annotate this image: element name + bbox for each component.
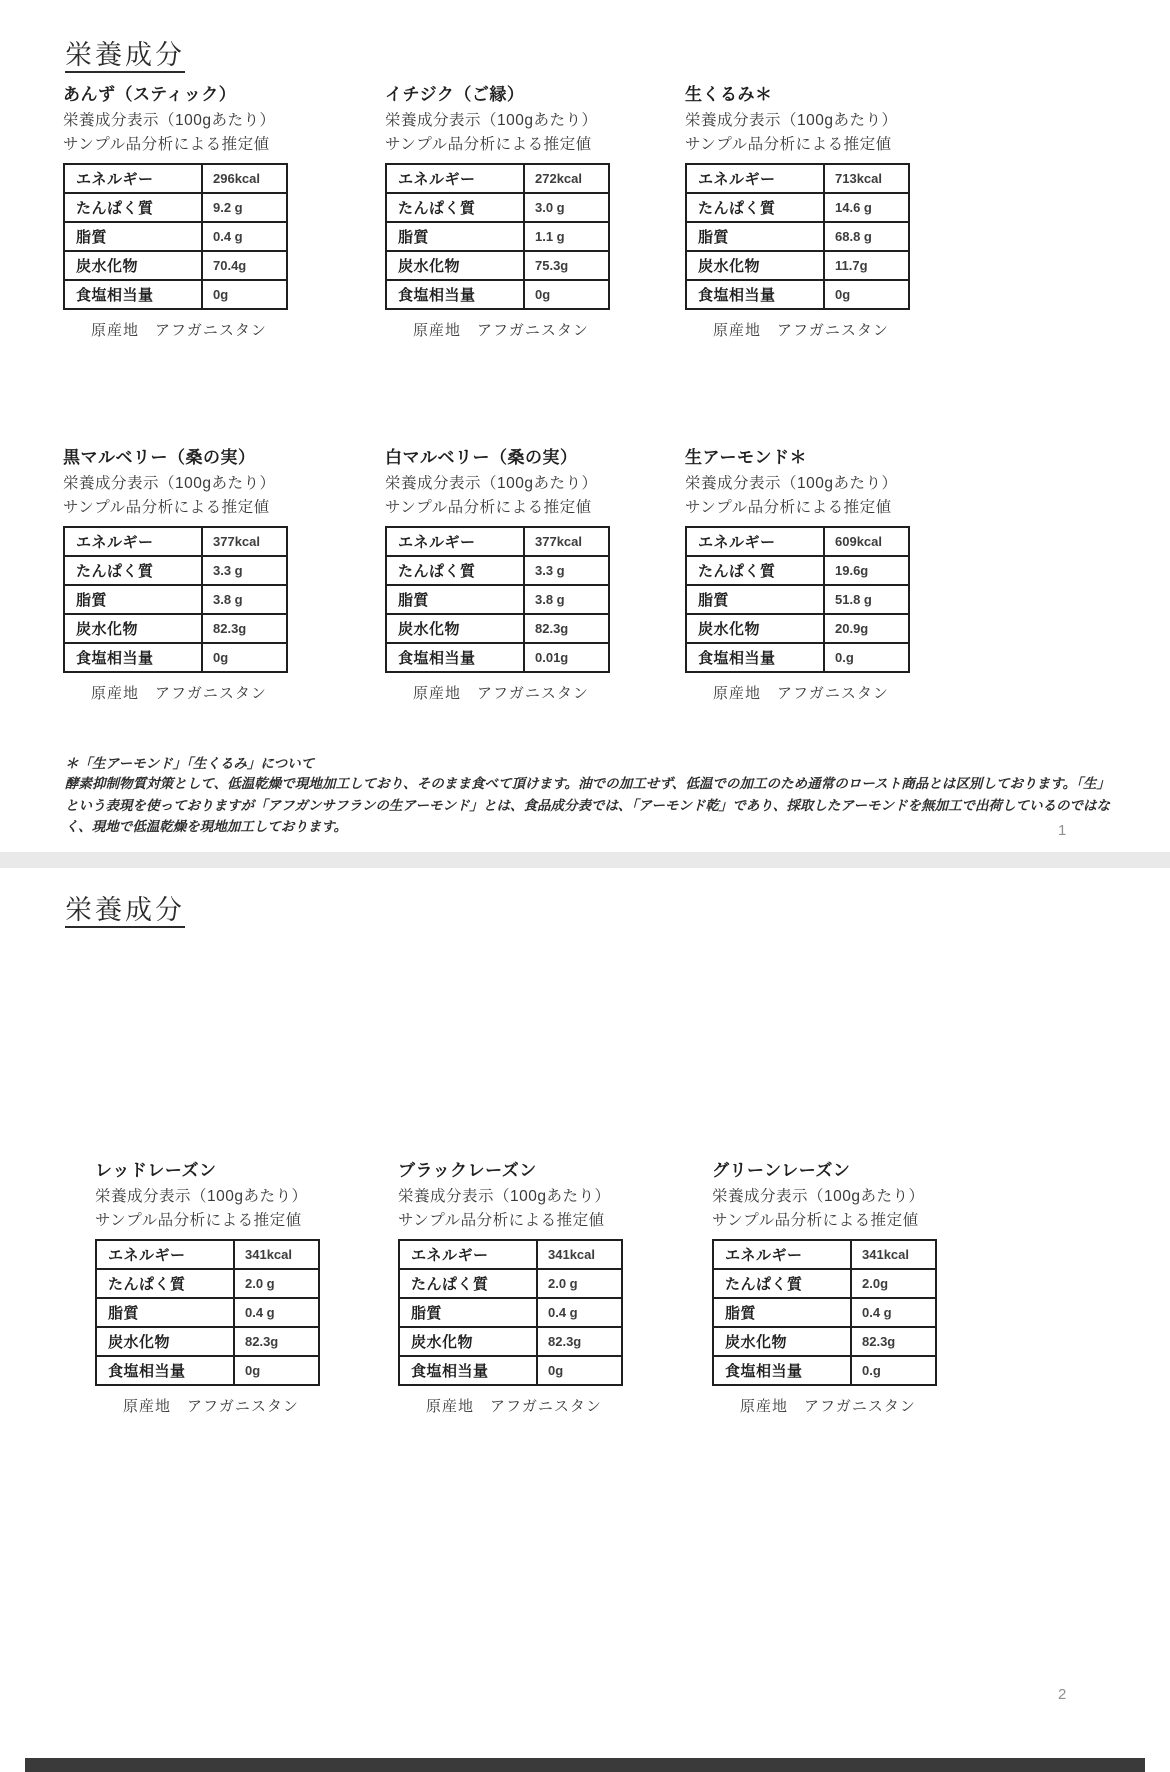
nutrient-value: 3.3 g bbox=[202, 556, 287, 585]
nutrition-table bbox=[685, 163, 910, 310]
nutrient-value: 14.6 g bbox=[824, 193, 909, 222]
nutrition-row bbox=[64, 614, 287, 643]
nutrient-value: 0.g bbox=[851, 1356, 936, 1385]
nutrient-label: たんぱく質 bbox=[386, 556, 524, 585]
nutrient-label: 食塩相当量 bbox=[96, 1356, 234, 1385]
origin-note: 原産地 アフガニスタン bbox=[413, 685, 589, 702]
nutrition-row bbox=[96, 1327, 319, 1356]
nutrition-table-body bbox=[686, 164, 909, 309]
nutrition-row bbox=[386, 643, 609, 672]
origin-note: 原産地 アフガニスタン bbox=[91, 685, 267, 702]
nutrient-label: エネルギー bbox=[713, 1240, 851, 1269]
nutrition-table bbox=[685, 526, 910, 673]
nutrient-value: 11.7g bbox=[824, 251, 909, 280]
nutrition-row bbox=[64, 527, 287, 556]
product-name: 黒マルベリー（桑の実） bbox=[63, 448, 256, 467]
nutrient-label: たんぱく質 bbox=[64, 193, 202, 222]
nutrient-label: たんぱく質 bbox=[386, 193, 524, 222]
nutrient-label: エネルギー bbox=[64, 527, 202, 556]
serving-basis-note: 栄養成分表示（100gあたり） bbox=[385, 112, 598, 129]
nutrient-value: 68.8 g bbox=[824, 222, 909, 251]
nutrition-row bbox=[686, 222, 909, 251]
nutrient-value: 341kcal bbox=[851, 1240, 936, 1269]
nutrient-label: エネルギー bbox=[64, 164, 202, 193]
page2-number: 2 bbox=[1058, 1686, 1067, 1703]
nutrition-row bbox=[713, 1269, 936, 1298]
nutrition-row bbox=[96, 1240, 319, 1269]
page-separator bbox=[0, 852, 1170, 868]
nutrition-table bbox=[63, 526, 288, 673]
nutrient-value: 2.0 g bbox=[234, 1269, 319, 1298]
nutrient-label: 食塩相当量 bbox=[713, 1356, 851, 1385]
product-card bbox=[385, 443, 685, 703]
nutrient-label: 炭水化物 bbox=[386, 251, 524, 280]
nutrient-value: 3.8 g bbox=[524, 585, 609, 614]
nutrient-value: 2.0g bbox=[851, 1269, 936, 1298]
nutrient-value: 2.0 g bbox=[537, 1269, 622, 1298]
nutrient-value: 20.9g bbox=[824, 614, 909, 643]
nutrient-value: 82.3g bbox=[524, 614, 609, 643]
next-page-edge bbox=[25, 1758, 1145, 1772]
nutrition-row bbox=[686, 614, 909, 643]
nutrient-value: 272kcal bbox=[524, 164, 609, 193]
nutrient-label: 食塩相当量 bbox=[64, 280, 202, 309]
nutrient-label: たんぱく質 bbox=[713, 1269, 851, 1298]
nutrition-row bbox=[64, 251, 287, 280]
nutrition-row bbox=[713, 1327, 936, 1356]
nutrient-value: 0g bbox=[202, 643, 287, 672]
product-card bbox=[385, 80, 685, 340]
nutrition-row bbox=[96, 1298, 319, 1327]
nutrition-table bbox=[398, 1239, 623, 1386]
nutrition-table-body bbox=[64, 164, 287, 309]
serving-basis-note: 栄養成分表示（100gあたり） bbox=[63, 475, 276, 492]
nutrition-table-body bbox=[64, 527, 287, 672]
nutrient-label: 脂質 bbox=[96, 1298, 234, 1327]
nutrition-row bbox=[386, 527, 609, 556]
nutrient-value: 713kcal bbox=[824, 164, 909, 193]
nutrition-row bbox=[686, 585, 909, 614]
page2-title: 栄養成分 bbox=[65, 895, 185, 925]
nutrition-row bbox=[399, 1356, 622, 1385]
product-name: あんず（スティック） bbox=[63, 85, 237, 104]
product-card bbox=[63, 80, 363, 340]
nutrient-value: 82.3g bbox=[537, 1327, 622, 1356]
nutrient-label: 食塩相当量 bbox=[386, 643, 524, 672]
analysis-note: サンプル品分析による推定値 bbox=[712, 1212, 919, 1229]
nutrition-row bbox=[686, 527, 909, 556]
origin-note: 原産地 アフガニスタン bbox=[713, 685, 889, 702]
product-name: イチジク（ご縁） bbox=[385, 85, 525, 104]
analysis-note: サンプル品分析による推定値 bbox=[95, 1212, 302, 1229]
nutrient-label: 炭水化物 bbox=[686, 251, 824, 280]
origin-note: 原産地 アフガニスタン bbox=[426, 1398, 602, 1415]
nutrition-table bbox=[385, 526, 610, 673]
nutrient-label: 脂質 bbox=[386, 585, 524, 614]
analysis-note: サンプル品分析による推定値 bbox=[385, 136, 592, 153]
nutrient-value: 296kcal bbox=[202, 164, 287, 193]
footnote-body: 酵素抑制物質対策として、低温乾燥で現地加工しており、そのまま食べて頂けます。油での加工せず、低温での加工のため通常のロースト商品とは区別しております。「生」という表現を使っておりますが「アフガンサフランの生アーモンド」とは、食品成分表では、「アーモンド乾」であり、採取したアーモンドを無加工で出荷しているのではなく、現地で低温乾燥を現地加工しております。 bbox=[65, 776, 1110, 835]
nutrient-label: 炭水化物 bbox=[399, 1327, 537, 1356]
nutrient-label: エネルギー bbox=[386, 164, 524, 193]
page1-title: 栄養成分 bbox=[65, 40, 185, 70]
nutrition-table-body bbox=[713, 1240, 936, 1385]
footnote bbox=[65, 752, 1110, 839]
page1-number: 1 bbox=[1058, 822, 1067, 839]
nutrient-value: 70.4g bbox=[202, 251, 287, 280]
product-card bbox=[63, 443, 363, 703]
nutrition-row bbox=[386, 614, 609, 643]
product-card bbox=[685, 80, 985, 340]
serving-basis-note: 栄養成分表示（100gあたり） bbox=[95, 1188, 308, 1205]
nutrition-table-body bbox=[686, 527, 909, 672]
nutrient-label: エネルギー bbox=[399, 1240, 537, 1269]
nutrient-value: 51.8 g bbox=[824, 585, 909, 614]
product-name: ブラックレーズン bbox=[398, 1161, 537, 1180]
nutrition-row bbox=[96, 1356, 319, 1385]
nutrient-label: 炭水化物 bbox=[386, 614, 524, 643]
nutrition-row bbox=[713, 1240, 936, 1269]
origin-note: 原産地 アフガニスタン bbox=[413, 322, 589, 339]
product-name: 生アーモンド＊ bbox=[685, 448, 807, 467]
product-name: グリーンレーズン bbox=[712, 1161, 851, 1180]
nutrition-row bbox=[64, 643, 287, 672]
nutrition-table-body bbox=[386, 527, 609, 672]
nutrient-label: 炭水化物 bbox=[686, 614, 824, 643]
analysis-note: サンプル品分析による推定値 bbox=[385, 499, 592, 516]
nutrient-value: 0.01g bbox=[524, 643, 609, 672]
nutrient-value: 0g bbox=[824, 280, 909, 309]
nutrient-label: たんぱく質 bbox=[64, 556, 202, 585]
nutrient-label: 炭水化物 bbox=[96, 1327, 234, 1356]
product-card bbox=[712, 1156, 1012, 1416]
product-card bbox=[95, 1156, 395, 1416]
nutrition-row bbox=[64, 193, 287, 222]
nutrient-value: 0.4 g bbox=[537, 1298, 622, 1327]
nutrition-row bbox=[386, 280, 609, 309]
nutrient-label: 食塩相当量 bbox=[64, 643, 202, 672]
nutrition-row bbox=[686, 164, 909, 193]
product-name: 生くるみ＊ bbox=[685, 85, 773, 104]
nutrient-value: 3.0 g bbox=[524, 193, 609, 222]
serving-basis-note: 栄養成分表示（100gあたり） bbox=[385, 475, 598, 492]
nutrient-value: 341kcal bbox=[234, 1240, 319, 1269]
origin-note: 原産地 アフガニスタン bbox=[91, 322, 267, 339]
serving-basis-note: 栄養成分表示（100gあたり） bbox=[63, 112, 276, 129]
serving-basis-note: 栄養成分表示（100gあたり） bbox=[712, 1188, 925, 1205]
nutrition-table bbox=[63, 163, 288, 310]
nutrient-label: たんぱく質 bbox=[96, 1269, 234, 1298]
nutrient-label: 食塩相当量 bbox=[686, 280, 824, 309]
nutrient-value: 0g bbox=[524, 280, 609, 309]
nutrition-row bbox=[686, 280, 909, 309]
serving-basis-note: 栄養成分表示（100gあたり） bbox=[685, 475, 898, 492]
nutrient-label: 食塩相当量 bbox=[399, 1356, 537, 1385]
nutrition-row bbox=[96, 1269, 319, 1298]
nutrient-value: 3.8 g bbox=[202, 585, 287, 614]
nutrient-label: 脂質 bbox=[64, 222, 202, 251]
analysis-note: サンプル品分析による推定値 bbox=[398, 1212, 605, 1229]
nutrition-table-body bbox=[386, 164, 609, 309]
nutrient-label: エネルギー bbox=[686, 527, 824, 556]
nutrient-label: たんぱく質 bbox=[686, 556, 824, 585]
product-card bbox=[398, 1156, 698, 1416]
nutrient-label: エネルギー bbox=[386, 527, 524, 556]
nutrient-label: 食塩相当量 bbox=[686, 643, 824, 672]
nutrition-row bbox=[399, 1298, 622, 1327]
product-name: 白マルベリー（桑の実） bbox=[385, 448, 578, 467]
nutrient-value: 377kcal bbox=[202, 527, 287, 556]
nutrition-table-body bbox=[96, 1240, 319, 1385]
nutrient-value: 19.6g bbox=[824, 556, 909, 585]
nutrition-row bbox=[64, 164, 287, 193]
nutrition-table bbox=[712, 1239, 937, 1386]
nutrition-row bbox=[386, 585, 609, 614]
nutrition-row bbox=[64, 222, 287, 251]
nutrition-row bbox=[386, 193, 609, 222]
nutrition-row bbox=[713, 1298, 936, 1327]
nutrition-row bbox=[399, 1240, 622, 1269]
nutrition-row bbox=[686, 556, 909, 585]
nutrient-value: 0.4 g bbox=[202, 222, 287, 251]
nutrition-table bbox=[95, 1239, 320, 1386]
nutrition-row bbox=[386, 164, 609, 193]
nutrient-value: 9.2 g bbox=[202, 193, 287, 222]
nutrient-value: 341kcal bbox=[537, 1240, 622, 1269]
nutrient-value: 0g bbox=[202, 280, 287, 309]
nutrient-label: 炭水化物 bbox=[64, 614, 202, 643]
nutrient-label: 脂質 bbox=[686, 585, 824, 614]
nutrition-row bbox=[386, 556, 609, 585]
nutrient-value: 75.3g bbox=[524, 251, 609, 280]
nutrition-row bbox=[686, 251, 909, 280]
serving-basis-note: 栄養成分表示（100gあたり） bbox=[685, 112, 898, 129]
nutrition-row bbox=[64, 280, 287, 309]
nutrient-value: 82.3g bbox=[202, 614, 287, 643]
nutrient-label: 炭水化物 bbox=[64, 251, 202, 280]
product-name: レッドレーズン bbox=[95, 1161, 217, 1180]
nutrient-label: 食塩相当量 bbox=[386, 280, 524, 309]
analysis-note: サンプル品分析による推定値 bbox=[63, 499, 270, 516]
product-card bbox=[685, 443, 985, 703]
nutrition-row bbox=[64, 556, 287, 585]
nutrient-value: 0.g bbox=[824, 643, 909, 672]
origin-note: 原産地 アフガニスタン bbox=[713, 322, 889, 339]
nutrient-value: 0.4 g bbox=[851, 1298, 936, 1327]
serving-basis-note: 栄養成分表示（100gあたり） bbox=[398, 1188, 611, 1205]
nutrient-label: たんぱく質 bbox=[686, 193, 824, 222]
nutrient-value: 0.4 g bbox=[234, 1298, 319, 1327]
nutrient-value: 1.1 g bbox=[524, 222, 609, 251]
nutrition-row bbox=[713, 1356, 936, 1385]
nutrition-row bbox=[399, 1269, 622, 1298]
nutrition-row bbox=[686, 193, 909, 222]
nutrition-table bbox=[385, 163, 610, 310]
nutrient-label: エネルギー bbox=[96, 1240, 234, 1269]
nutrition-table-body bbox=[399, 1240, 622, 1385]
nutrient-label: 脂質 bbox=[386, 222, 524, 251]
nutrient-label: 脂質 bbox=[64, 585, 202, 614]
nutrition-row bbox=[64, 585, 287, 614]
analysis-note: サンプル品分析による推定値 bbox=[63, 136, 270, 153]
nutrient-value: 377kcal bbox=[524, 527, 609, 556]
nutrient-value: 3.3 g bbox=[524, 556, 609, 585]
nutrition-row bbox=[386, 222, 609, 251]
origin-note: 原産地 アフガニスタン bbox=[123, 1398, 299, 1415]
origin-note: 原産地 アフガニスタン bbox=[740, 1398, 916, 1415]
analysis-note: サンプル品分析による推定値 bbox=[685, 499, 892, 516]
nutrient-value: 0g bbox=[234, 1356, 319, 1385]
nutrient-value: 0g bbox=[537, 1356, 622, 1385]
nutrient-label: 脂質 bbox=[686, 222, 824, 251]
footnote-title: ＊「生アーモンド」「生くるみ」について bbox=[65, 756, 315, 772]
nutrition-row bbox=[686, 643, 909, 672]
nutrient-label: 脂質 bbox=[399, 1298, 537, 1327]
nutrient-value: 82.3g bbox=[851, 1327, 936, 1356]
nutrition-row bbox=[386, 251, 609, 280]
nutrient-label: たんぱく質 bbox=[399, 1269, 537, 1298]
nutrient-label: 炭水化物 bbox=[713, 1327, 851, 1356]
nutrient-value: 609kcal bbox=[824, 527, 909, 556]
analysis-note: サンプル品分析による推定値 bbox=[685, 136, 892, 153]
nutrient-label: 脂質 bbox=[713, 1298, 851, 1327]
nutrient-value: 82.3g bbox=[234, 1327, 319, 1356]
nutrition-row bbox=[399, 1327, 622, 1356]
nutrient-label: エネルギー bbox=[686, 164, 824, 193]
